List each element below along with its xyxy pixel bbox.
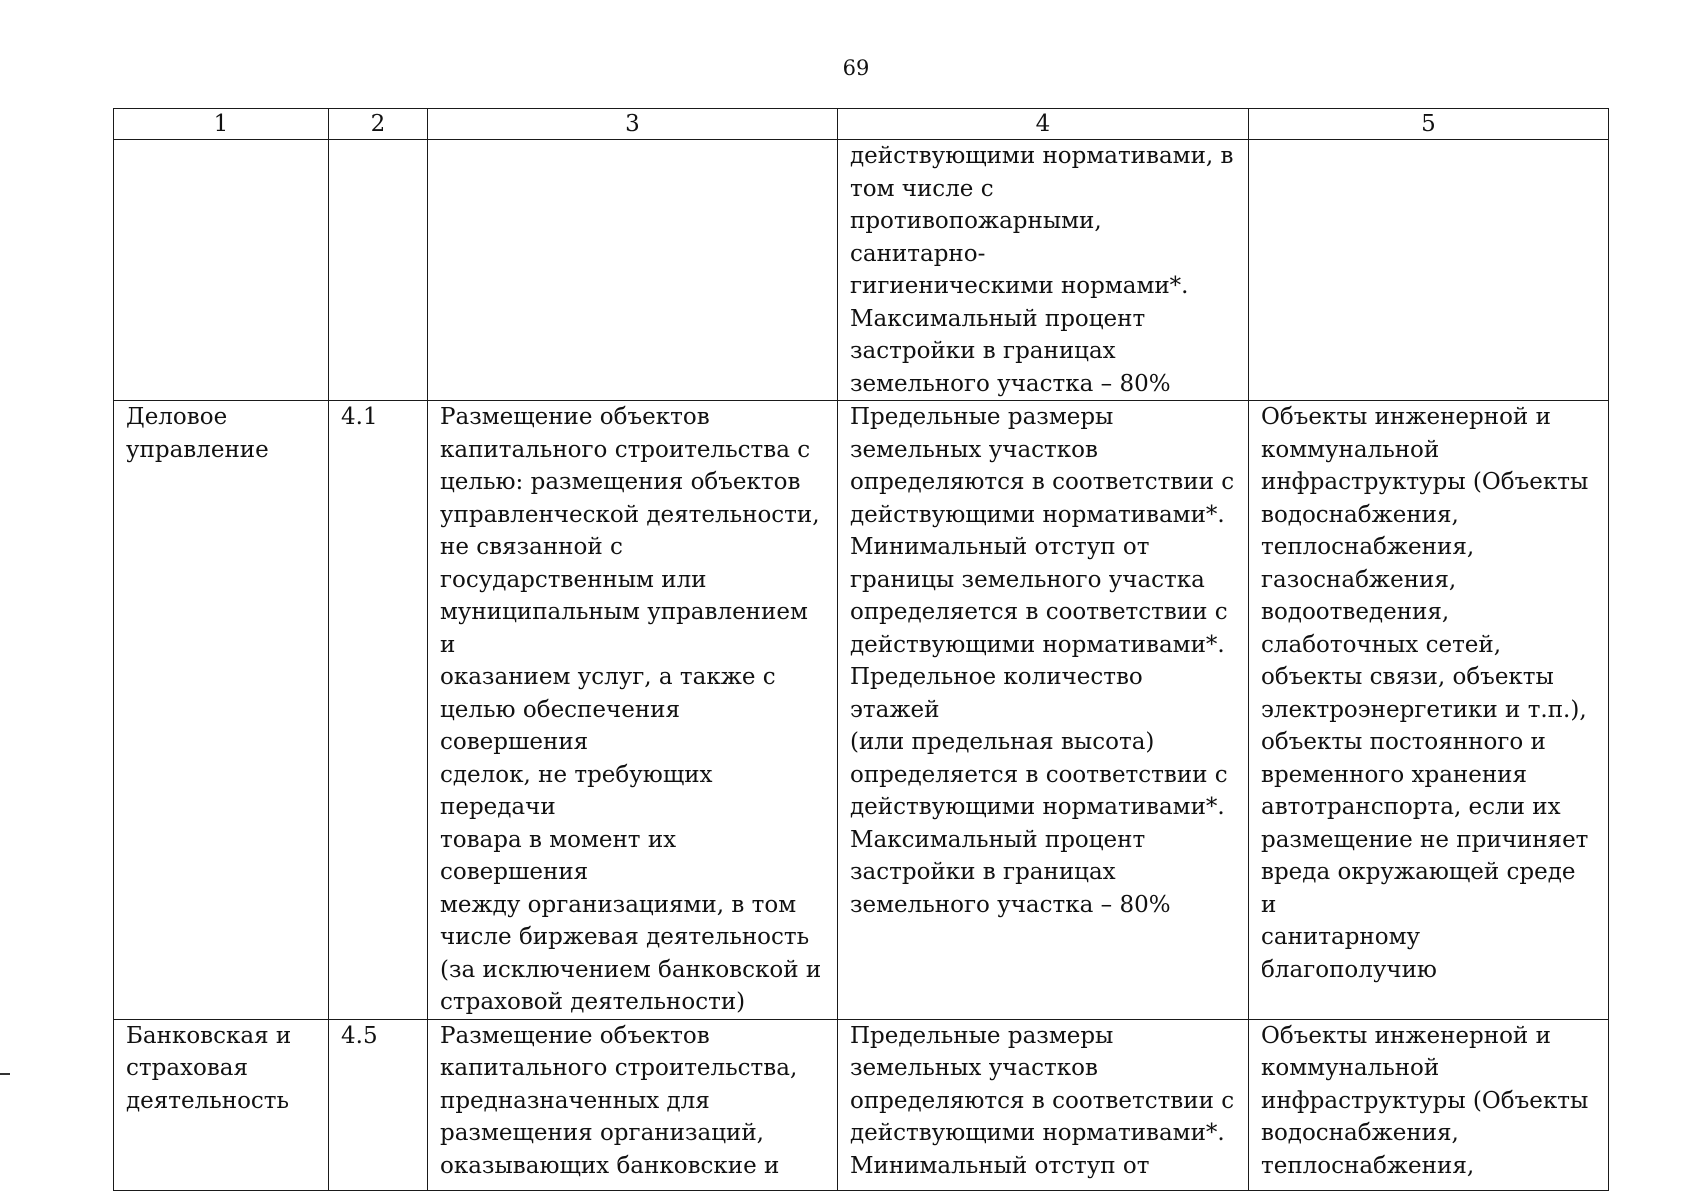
column-header-1: 1	[114, 109, 329, 140]
row-description-cell	[428, 401, 838, 1020]
row-name-cell	[114, 140, 329, 401]
row-auxiliary-cell	[1249, 1019, 1609, 1190]
row-parameters-text: Предельные размеры земельных участков определяются в соответствии с действующими нормативами*. Минимальный отступ от границы земельного участка определяется в соответствии с действующими нормативами*. Предельное количество этажей (или предельная высота) определяется в соответствии с действующими нормативами*. Максимальный процент застройки в границах земельного участка – 80%	[850, 404, 1235, 918]
page-number: 69	[842, 56, 870, 80]
column-header-2: 2	[329, 109, 428, 140]
row-description-cell	[428, 1019, 838, 1190]
row-auxiliary-text: Объекты инженерной и коммунальной инфраструктуры (Объекты водоснабжения, теплоснабжения, газоснабжения, водоотведения, слаботочных сетей, объекты связи, объекты электроэнергетики и т.п.), объекты постоянного и временного хранения автотранспорта, если их размещение не причиняет вреда окружающей среде и санитарному благополучию	[1261, 404, 1589, 983]
table-row	[114, 401, 1609, 1020]
row-code-cell	[329, 140, 428, 401]
row-code-cell	[329, 401, 428, 1020]
margin-mark	[0, 1073, 10, 1075]
row-description-text: Размещение объектов капитального строительства, предназначенных для размещения организаций, оказывающих банковские и	[440, 1022, 798, 1179]
row-auxiliary-text: Объекты инженерной и коммунальной инфраструктуры (Объекты водоснабжения, теплоснабжения,	[1261, 1022, 1589, 1179]
row-code-text: 4.5	[341, 1022, 378, 1049]
row-code-text: 4.1	[341, 404, 378, 430]
table-row	[114, 1019, 1609, 1190]
row-name-text: Банковская и страховая деятельность	[126, 1022, 292, 1114]
row-parameters-cell	[838, 140, 1249, 401]
table-header-row	[114, 109, 1609, 140]
column-header-5: 5	[1249, 109, 1609, 140]
row-parameters-cell	[838, 401, 1249, 1020]
column-header-4: 4	[838, 109, 1249, 140]
row-description-cell	[428, 140, 838, 401]
row-name-cell	[114, 401, 329, 1020]
row-code-cell	[329, 1019, 428, 1190]
row-description-text: Размещение объектов капитального строительства с целью: размещения объектов управленческой деятельности, не связанной с государственным или муниципальным управлением и оказанием услуг, а также с целью обеспечения совершения сделок, не требующих передачи товара в момент их совершения между организациями, в том числе биржевая деятельность (за исключением банковской и страховой деятельности)	[440, 404, 822, 1015]
land-use-table	[113, 108, 1609, 1191]
row-parameters-text: действующими нормативами, в том числе с противопожарными, санитарно- гигиеническими нормами*. Максимальный процент застройки в границах земельного участка – 80%	[850, 143, 1234, 397]
row-name-cell	[114, 1019, 329, 1190]
table-row	[114, 140, 1609, 401]
row-auxiliary-cell	[1249, 140, 1609, 401]
row-name-text: Деловое управление	[126, 404, 269, 463]
row-parameters-text: Предельные размеры земельных участков определяются в соответствии с действующими нормативами*. Минимальный отступ от	[850, 1022, 1235, 1179]
row-parameters-cell	[838, 1019, 1249, 1190]
row-auxiliary-cell	[1249, 401, 1609, 1020]
column-header-3: 3	[428, 109, 838, 140]
